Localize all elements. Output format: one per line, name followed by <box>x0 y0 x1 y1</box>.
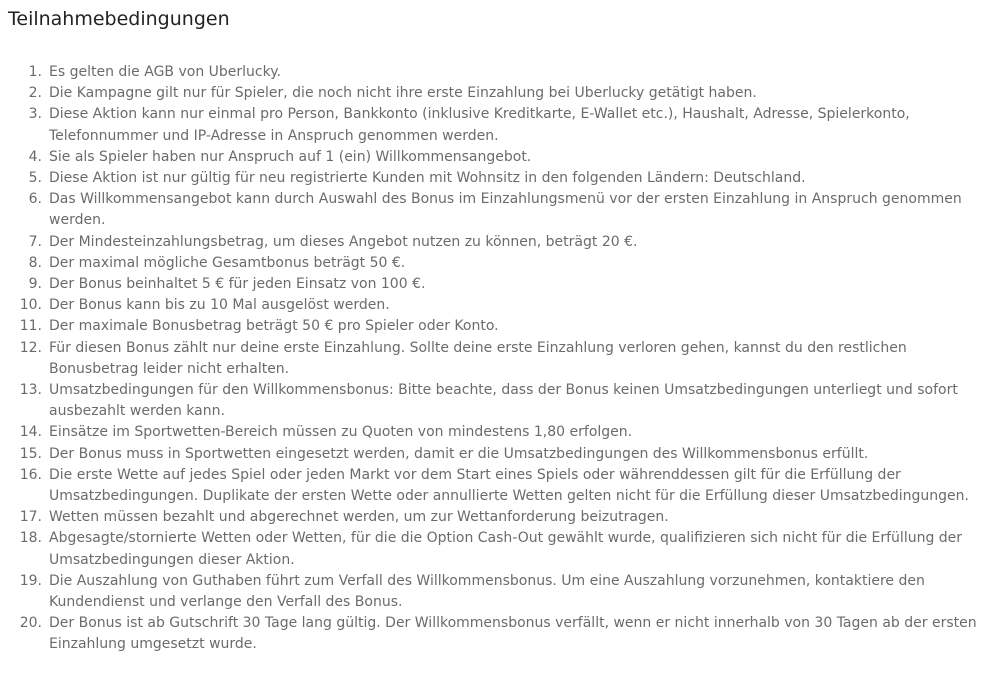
terms-list <box>8 62 1000 656</box>
item-number: 15. <box>19 445 42 462</box>
item-text: Für diesen Bonus zählt nur deine erste Einzahlung. Sollte deine erste Einzahlung verloren gehen, kannst du den restlichen Bonusbetrag leider nicht erhalten. <box>49 339 907 377</box>
item-text: Einsätze im Sportwetten-Bereich müssen zu Quoten von mindestens 1,80 erfolgen. <box>49 424 633 441</box>
item-text: Der Bonus beinhaltet 5 € für jeden Einsatz von 100 €. <box>49 276 426 293</box>
item-text: Die Auszahlung von Guthaben führt zum Verfall des Willkommensbonus. Um eine Auszahlung vorzunehmen, kontaktiere den Kundendienst und verlange den Verfall des Bonus. <box>49 572 925 611</box>
list-item <box>8 316 1000 337</box>
item-number: 14. <box>19 424 42 441</box>
list-item <box>8 613 1000 655</box>
list-item <box>8 338 1000 380</box>
item-number: 3. <box>28 106 42 123</box>
item-text: Der Bonus kann bis zu 10 Mal ausgelöst werden. <box>49 297 390 314</box>
list-item <box>8 83 1000 104</box>
item-number: 6. <box>28 191 42 208</box>
list-item <box>8 444 1000 465</box>
list-item <box>8 189 1000 231</box>
item-number: 2. <box>28 85 42 102</box>
list-item <box>8 62 1000 83</box>
list-item <box>8 168 1000 189</box>
list-item <box>8 232 1000 253</box>
list-item <box>8 507 1000 528</box>
item-number: 17. <box>19 509 42 526</box>
item-number: 13. <box>19 382 42 399</box>
item-number: 1. <box>28 64 42 80</box>
list-item <box>8 422 1000 443</box>
item-number: 7. <box>28 233 42 250</box>
item-text: Die Kampagne gilt nur für Spieler, die noch nicht ihre erste Einzahlung bei Uberlucky getätigt haben. <box>49 85 757 102</box>
item-text: Der maximal mögliche Gesamtbonus beträgt 50 €. <box>49 254 406 271</box>
list-item <box>8 295 1000 316</box>
item-text: Der maximale Bonusbetrag beträgt 50 € pro Spieler oder Konto. <box>49 318 499 335</box>
list-item <box>8 274 1000 295</box>
item-text: Abgesagte/stornierte Wetten oder Wetten, für die die Option Cash-Out gewählt wurde, qualifizieren sich nicht für die Erfüllung der Umsatzbedingungen dieser Aktion. <box>49 530 963 568</box>
item-text: Das Willkommensangebot kann durch Auswahl des Bonus im Einzahlungsmenü vor der ersten Einzahlung in Anspruch genommen werden. <box>49 191 962 229</box>
page-title: Teilnahmebedingungen <box>8 8 230 30</box>
item-number: 4. <box>28 148 42 165</box>
list-item <box>8 147 1000 168</box>
item-number: 16. <box>19 466 42 483</box>
item-number: 20. <box>19 615 42 632</box>
item-text: Diese Aktion kann nur einmal pro Person, Bankkonto (inklusive Kreditkarte, E-Wallet etc.), Haushalt, Adresse, Spielerkonto, Telefonnummer und IP-Adresse in Anspruch genommen werden. <box>49 106 910 144</box>
item-number: 12. <box>19 339 42 356</box>
item-text: Die erste Wette auf jedes Spiel oder jeden Markt vor dem Start eines Spiels oder währenddessen gilt für die Erfüllung der Umsatzbedingungen. Duplikate der ersten Wette oder annullierte Wetten gelten nicht für die Erfüllung dieser Umsatzbedingungen. <box>49 466 969 505</box>
item-text: Es gelten die AGB von Uberlucky. <box>49 64 281 80</box>
item-number: 18. <box>19 530 42 547</box>
item-text: Diese Aktion ist nur gültig für neu registrierte Kunden mit Wohnsitz in den folgenden Ländern: Deutschland. <box>49 170 806 187</box>
item-text: Wetten müssen bezahlt und abgerechnet werden, um zur Wettanforderung beizutragen. <box>49 509 669 526</box>
item-number: 11. <box>19 318 42 335</box>
list-item <box>8 104 1000 146</box>
item-text: Der Bonus ist ab Gutschrift 30 Tage lang gültig. Der Willkommensbonus verfällt, wenn er nicht innerhalb von 30 Tagen ab der ersten Einzahlung umgesetzt wurde. <box>49 615 977 653</box>
item-text: Sie als Spieler haben nur Anspruch auf 1 (ein) Willkommensangebot. <box>49 148 532 165</box>
list-item <box>8 465 1000 507</box>
list-item <box>8 253 1000 274</box>
list-item <box>8 571 1000 613</box>
list-item <box>8 528 1000 570</box>
item-text: Umsatzbedingungen für den Willkommensbonus: Bitte beachte, dass der Bonus keinen Umsatzbedingungen unterliegt und sofort ausbezahlt werden kann. <box>49 382 958 420</box>
item-text: Der Bonus muss in Sportwetten eingesetzt werden, damit er die Umsatzbedingungen des Willkommensbonus erfüllt. <box>49 445 869 462</box>
item-number: 9. <box>28 276 42 293</box>
item-number: 10. <box>19 297 42 314</box>
item-number: 8. <box>28 254 42 271</box>
list-item <box>8 380 1000 422</box>
item-number: 19. <box>19 572 42 589</box>
item-text: Der Mindesteinzahlungsbetrag, um dieses Angebot nutzen zu können, beträgt 20 €. <box>49 233 638 250</box>
item-number: 5. <box>28 170 42 187</box>
